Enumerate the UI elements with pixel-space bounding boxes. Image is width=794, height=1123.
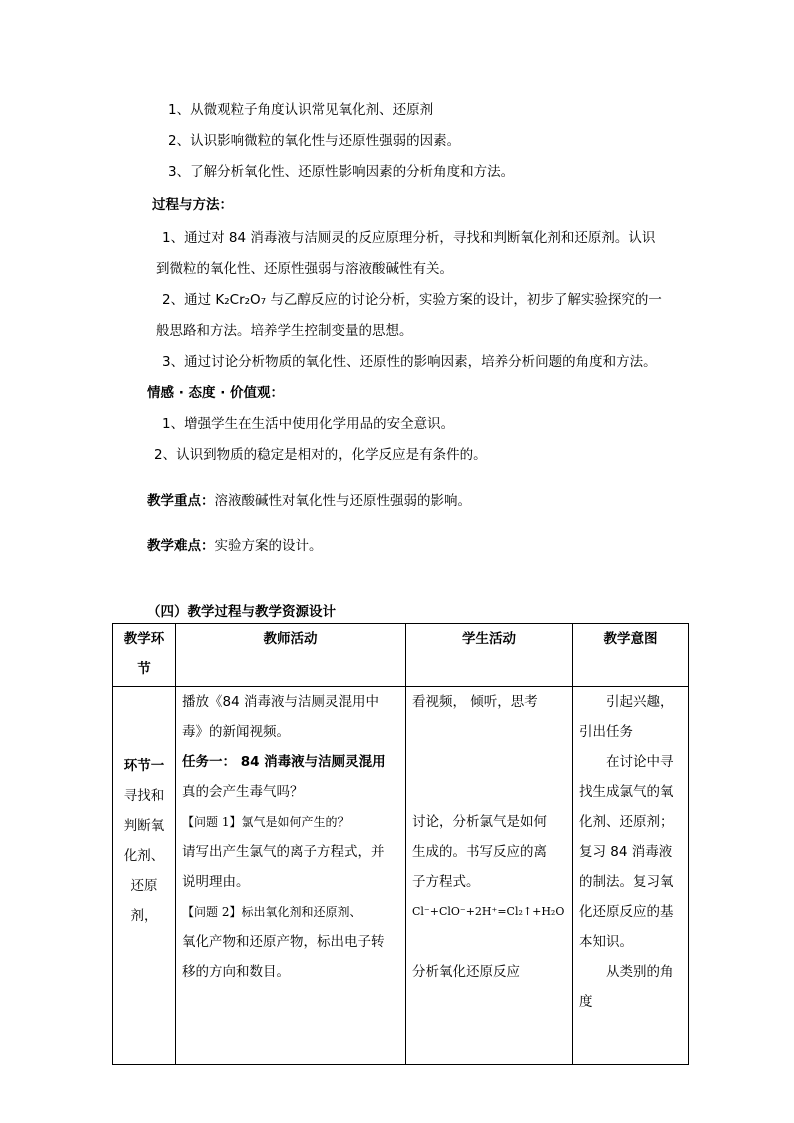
intent-line: 的制法。复习氧	[579, 874, 674, 890]
intent-line: 化剂、还原剂；	[579, 814, 674, 830]
student-line: 子方程式。	[412, 874, 480, 890]
header-stage-line-2: 节	[137, 661, 151, 677]
header-stage	[113, 624, 176, 687]
difficulty	[147, 536, 323, 556]
teacher-line: 毒》的新闻视频。	[182, 724, 290, 740]
section-title: （四）教学过程与教学资源设计	[147, 604, 336, 620]
intent-line: 找生成氯气的氧	[579, 784, 674, 800]
student-line: 分析氧化还原反应	[412, 964, 520, 980]
teaching-process-table	[112, 623, 689, 1065]
stage-line: 寻找和	[123, 788, 165, 804]
header-intent: 教学意图	[573, 624, 689, 687]
teacher-line: 氧化产物和还原产物，标出电子转	[182, 934, 385, 950]
emotion-heading: 情感 · 态度 · 价值观：	[147, 385, 285, 401]
emotion-item-1: 1、增强学生在生活中使用化学用品的安全意识。	[162, 416, 455, 432]
task-one-line: 任务一： 84 消毒液与洁厕灵混用	[182, 754, 386, 770]
key-point-text: 溶液酸碱性对氧化性与还原性强弱的影响。	[214, 493, 471, 509]
difficulty-text: 实验方案的设计。	[214, 538, 323, 554]
teacher-line: 移的方向和数目。	[182, 964, 290, 980]
intent-line: 复习 84 消毒液	[579, 844, 673, 860]
intent-line: 在讨论中寻	[606, 754, 674, 770]
intent-line: 引出任务	[579, 724, 633, 740]
header-stage-line-1: 教学环	[123, 631, 165, 647]
teacher-activity-cell	[176, 687, 406, 1065]
table-header-row	[113, 624, 689, 687]
student-line-blank	[412, 717, 566, 747]
intent-line: 引起兴趣，	[606, 694, 674, 710]
header-student: 学生活动	[406, 624, 573, 687]
header-teacher: 教师活动	[176, 624, 406, 687]
question-2-line: 【问题 2】标出氧化剂和还原剂、	[182, 905, 362, 919]
intent-line: 本知识。	[579, 934, 633, 950]
process-heading: 过程与方法：	[152, 197, 233, 213]
key-point	[147, 491, 471, 511]
teacher-line: 真的会产生毒气吗？	[182, 784, 304, 800]
process-item-2-line-1: 2、通过 K₂Cr₂O₇ 与乙醇反应的讨论分析，实验方案的设计，初步了解实验探究的一	[162, 292, 662, 308]
intent-cell	[573, 687, 689, 1065]
teacher-line: 请写出产生氯气的离子方程式，并	[182, 844, 385, 860]
knowledge-item-1: 1、从微观粒子角度认识常见氧化剂、还原剂	[168, 102, 434, 118]
stage-cell	[113, 687, 176, 1065]
stage-line: 化剂、	[123, 848, 165, 864]
table-row	[113, 687, 689, 1065]
student-line: 生成的。书写反应的离	[412, 844, 547, 860]
question-1-line: 【问题 1】氯气是如何产生的？	[182, 815, 350, 829]
stage-line: 剂，	[130, 908, 158, 924]
stage-line: 还原	[130, 878, 158, 894]
knowledge-item-3: 3、了解分析氧化性、还原性影响因素的分析角度和方法。	[168, 164, 515, 180]
student-line-blank	[412, 747, 566, 777]
student-line-blank	[412, 777, 566, 807]
intent-line: 化还原反应的基	[579, 904, 674, 920]
process-item-2-line-2: 般思路和方法。培养学生控制变量的思想。	[156, 323, 413, 339]
teacher-line: 播放《84 消毒液与洁厕灵混用中	[182, 694, 379, 710]
student-activity-cell	[406, 687, 573, 1065]
student-line: 看视频， 倾听，思考	[412, 694, 538, 710]
ionic-equation: Cl⁻+ClO⁻+2H⁺=Cl₂↑+H₂O	[412, 905, 565, 918]
student-line: 讨论，分析氯气是如何	[412, 814, 547, 830]
intent-line: 从类别的角度	[579, 964, 674, 1010]
teacher-line: 说明理由。	[182, 874, 250, 890]
student-line-blank	[412, 927, 566, 957]
knowledge-item-2: 2、认识影响微粒的氧化性与还原性强弱的因素。	[168, 133, 461, 149]
process-item-3: 3、通过讨论分析物质的氧化性、还原性的影响因素，培养分析问题的角度和方法。	[162, 354, 657, 370]
difficulty-label: 教学难点：	[147, 538, 215, 554]
stage-line: 判断氧	[123, 818, 165, 834]
process-item-1-line-2: 到微粒的氧化性、还原性强弱与溶液酸碱性有关。	[156, 261, 453, 277]
process-item-1-line-1: 1、通过对 84 消毒液与洁厕灵的反应原理分析，寻找和判断氧化剂和还原剂。认识	[162, 230, 656, 246]
key-point-label: 教学重点：	[147, 493, 215, 509]
emotion-item-2: 2、认识到物质的稳定是相对的，化学反应是有条件的。	[154, 447, 487, 463]
stage-line: 环节一	[123, 758, 165, 774]
